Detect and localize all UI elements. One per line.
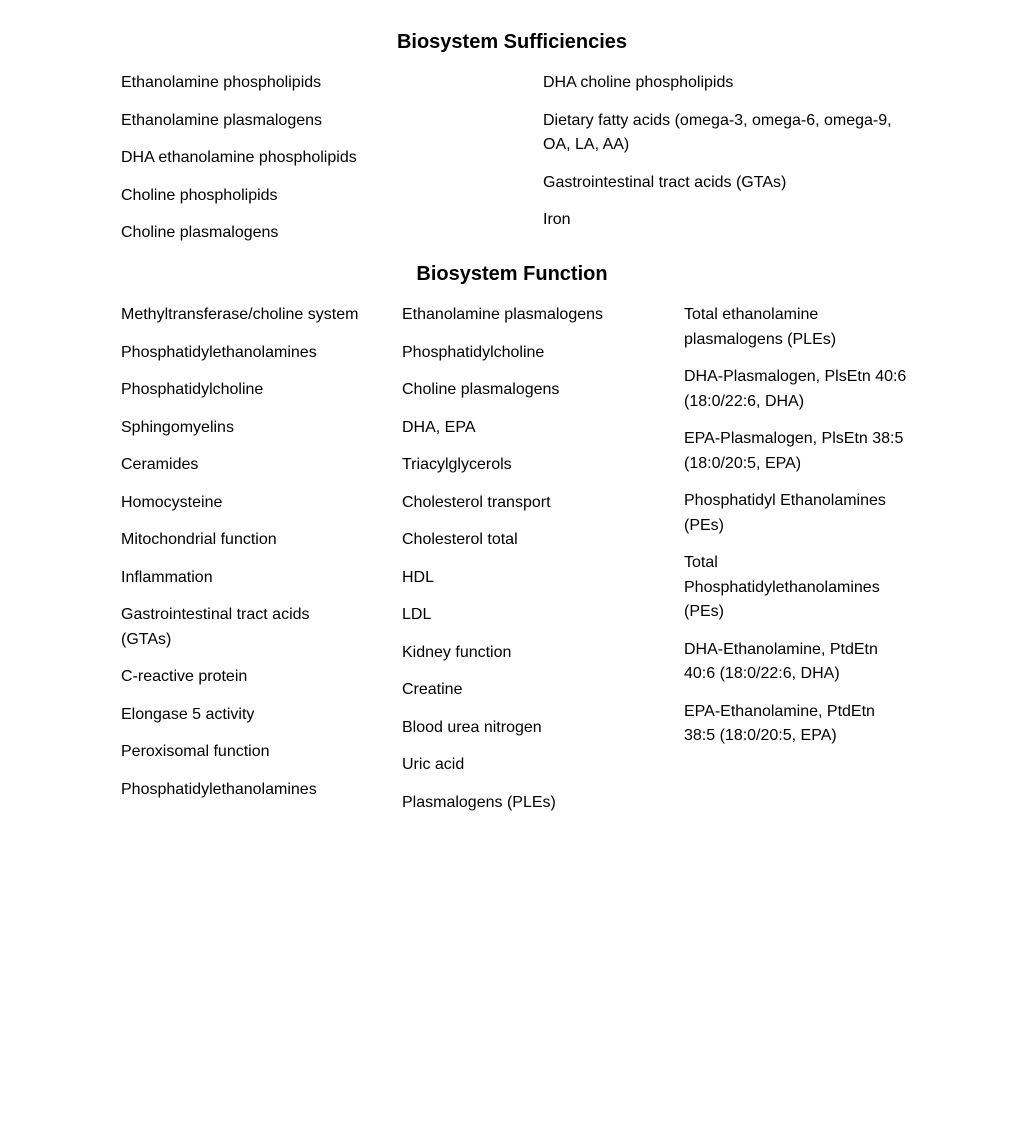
list-item: DHA, EPA [402,418,476,436]
list-item: Methyltransferase/choline system [121,306,359,323]
list-item: Choline plasmalogens [121,224,279,241]
list-item: Choline plasmalogens [402,381,560,398]
list-item: DHA ethanolamine phospholipids [121,149,357,166]
list-item: Phosphatidylcholine [121,381,264,398]
list-item: LDL [402,606,432,623]
list-item: DHA-Ethanolamine, PtdEtn 40:6 (18:0/22:6, DHA) [684,640,878,682]
list-item: Inflammation [121,568,213,586]
sufficiencies-column-1 [121,71,501,259]
list-item: C-reactive protein [121,668,248,685]
list-item: Cholesterol transport [402,493,551,511]
list-item: DHA choline phospholipids [543,74,734,91]
list-item: Phosphatidylethanolamines [121,780,317,798]
list-item: Gastrointestinal tract acids (GTAs) [121,606,310,648]
list-item: Ceramides [121,456,199,473]
list-item: Ethanolamine phospholipids [121,74,322,91]
list-item: Elongase 5 activity [121,705,255,723]
list-item: Ethanolamine plasmalogens [121,111,323,129]
list-item: Blood urea nitrogen [402,718,542,736]
function-heading: Biosystem Function [416,263,608,285]
list-item: Peroxisomal function [121,743,270,760]
list-item: HDL [402,568,435,586]
list-item: Phosphatidylcholine [402,343,545,361]
sufficiencies-column-2 [543,71,903,246]
list-item: Choline phospholipids [121,186,278,204]
list-item: Total Phosphatidylethanolamines (PEs) [684,554,880,620]
list-item: Homocysteine [121,493,223,511]
list-item: Creatine [402,681,463,698]
list-item: Triacylglycerols [402,456,512,473]
list-item: Ethanolamine plasmalogens [402,306,604,323]
list-item: Gastrointestinal tract acids (GTAs) [543,173,787,191]
list-item: Plasmalogens (PLEs) [402,793,556,811]
list-item: Uric acid [402,756,465,773]
list-item: Cholesterol total [402,531,518,548]
function-column-3 [684,303,909,762]
list-item: Phosphatidylethanolamines [121,343,317,361]
list-item: DHA-Plasmalogen, PlsEtn 40:6 (18:0/22:6, DHA) [684,368,907,410]
function-column-2 [402,303,662,828]
list-item: Dietary fatty acids (omega-3, omega-6, omega-9, OA, LA, AA) [543,111,892,153]
list-item: EPA-Plasmalogen, PlsEtn 38:5 (18:0/20:5, EPA) [684,430,904,472]
list-item: Sphingomyelins [121,418,234,436]
list-item: EPA-Ethanolamine, PtdEtn 38:5 (18:0/20:5, EPA) [684,702,875,744]
sufficiencies-heading: Biosystem Sufficiencies [396,31,628,53]
list-item: Mitochondrial function [121,531,277,548]
list-item: Iron [543,211,571,228]
list-item: Kidney function [402,643,512,661]
list-item: Phosphatidyl Ethanolamines (PEs) [684,492,886,534]
function-column-1 [121,303,361,815]
list-item: Total ethanolamine plasmalogens (PLEs) [684,306,837,348]
